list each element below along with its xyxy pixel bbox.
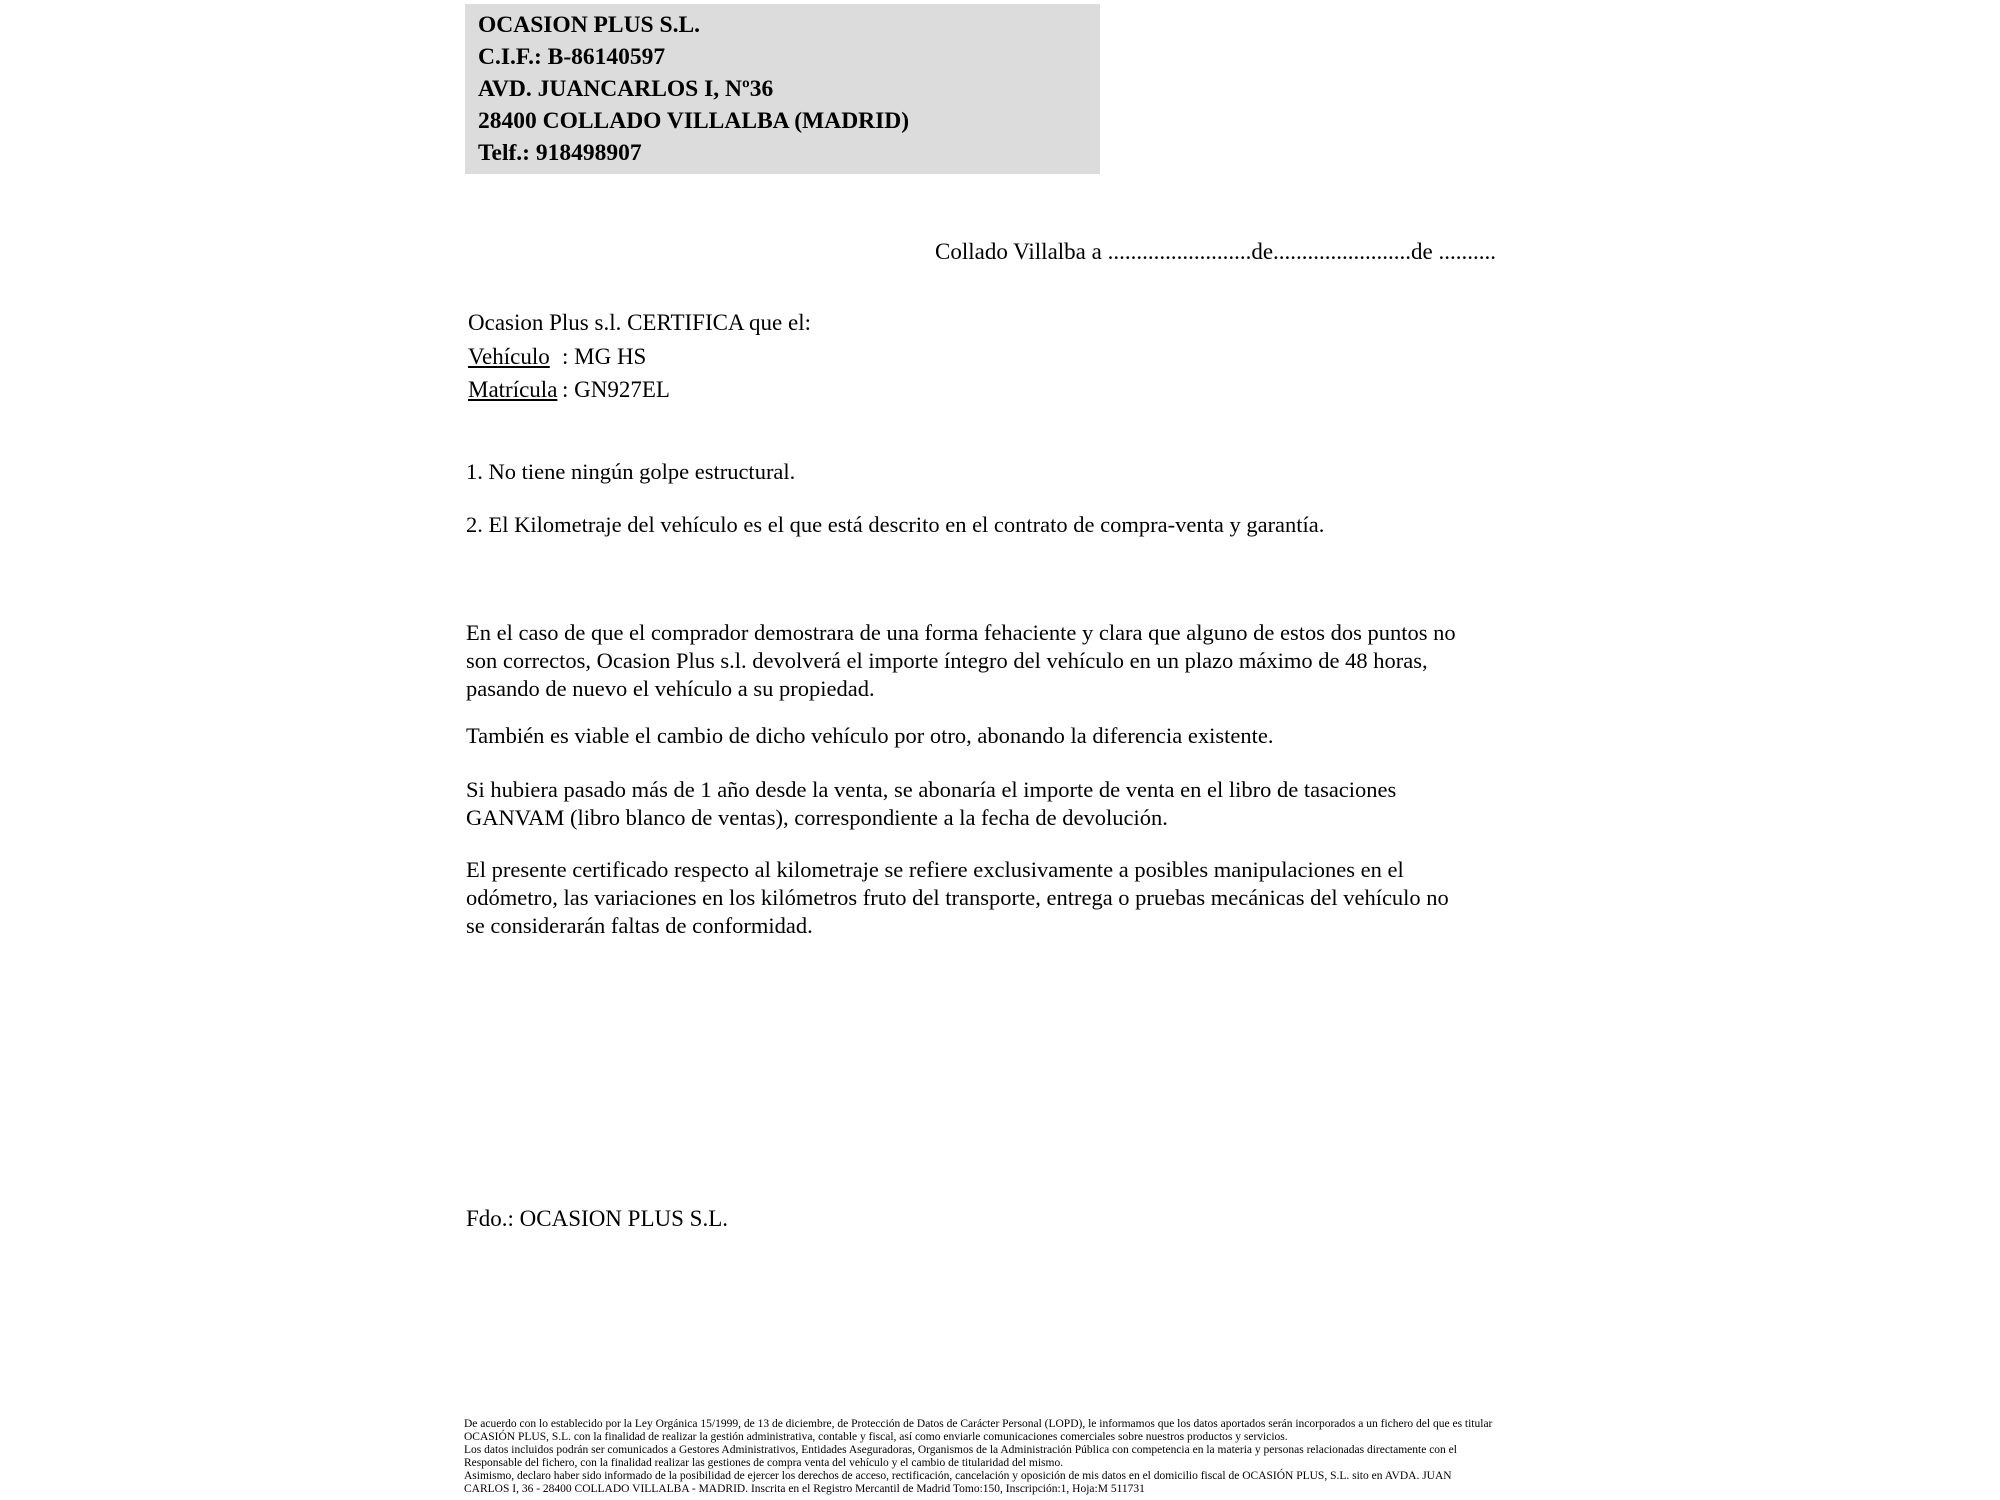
paragraph-refund [466, 619, 1456, 703]
plate-value: : GN927EL [562, 377, 670, 402]
paragraph-line: son correctos, Ocasion Plus s.l. devolverá el importe íntegro del vehículo en un plazo máximo de 48 horas, [466, 648, 1428, 673]
legal-line: Asimismo, declaro haber sido informado de la posibilidad de ejercer los derechos de acceso, rectificación, cancelación y oposición de mis datos en el domicilio fiscal de OCASIÓN PLUS, S.L. sito en AVDA. JUAN [464, 1470, 1452, 1483]
vehicle-value: : MG HS [562, 343, 647, 369]
paragraph-line: También es viable el cambio de dicho vehículo por otro, abonando la diferencia existente. [466, 723, 1274, 748]
paragraph-exchange [466, 722, 1274, 750]
paragraph-odometer [466, 856, 1449, 940]
plate-label: Matrícula [468, 377, 558, 402]
paragraph-line: En el caso de que el comprador demostrara de una forma fehaciente y clara que alguno de estos dos puntos no [466, 620, 1456, 645]
legal-line: De acuerdo con lo establecido por la Ley Orgánica 15/1999, de 13 de diciembre, de Protección de Datos de Carácter Personal (LOPD), le informamos que los datos aportados serán incorporados a un fichero del que es titular [464, 1418, 1493, 1430]
company-address: AVD. JUANCARLOS I, Nº36 [478, 76, 774, 102]
paragraph-line: pasando de nuevo el vehículo a su propiedad. [466, 676, 875, 701]
certify-intro: Ocasion Plus s.l. CERTIFICA que el: [468, 310, 811, 335]
vehicle-label: Vehículo [468, 343, 550, 369]
signature-line: Fdo.: OCASION PLUS S.L. [466, 1206, 728, 1231]
legal-line: CARLOS I, 36 - 28400 COLLADO VILLALBA - MADRID. Inscrita en el Registro Mercantil de Madrid Tomo:150, Inscripción:1, Hoja:M 511731 [464, 1483, 1145, 1496]
company-city: 28400 COLLADO VILLALBA (MADRID) [478, 108, 910, 134]
paragraph-line: GANVAM (libro blanco de ventas), correspondiente a la fecha de devolución. [466, 805, 1168, 830]
point-mileage: 2. El Kilometraje del vehículo es el que está descrito en el contrato de compra-venta y garantía. [466, 512, 1325, 537]
paragraph-ganvam [466, 776, 1396, 832]
legal-notice [464, 1418, 1492, 1497]
point-structural: 1. No tiene ningún golpe estructural. [466, 459, 796, 484]
company-cif: C.I.F.: B-86140597 [478, 44, 666, 70]
plate-row [468, 373, 811, 407]
certify-block [468, 306, 811, 407]
paragraph-line: Si hubiera pasado más de 1 año desde la venta, se abonaría el importe de venta en el libro de tasaciones [466, 777, 1397, 802]
legal-line: Los datos incluidos podrán ser comunicados a Gestores Administrativos, Entidades Aseguradoras, Organismos de la Administración Pública con competencia en la materia y personas relacionadas directamente con el [464, 1444, 1457, 1457]
date-line: Collado Villalba a .........................de........................de .......... [935, 239, 1496, 264]
legal-line: Responsable del fichero, con la finalidad realizar las gestiones de compra venta del vehículo y el cambio de titularidad del mismo. [464, 1457, 1064, 1470]
company-name: OCASION PLUS S.L. [478, 12, 700, 38]
vehicle-row [468, 340, 811, 374]
legal-line: OCASIÓN PLUS, S.L. con la finalidad de realizar la gestión administrativa, contable y fiscal, así como enviarle comunicaciones comerciales sobre nuestros productos y servicios. [464, 1431, 1288, 1444]
paragraph-line: El presente certificado respecto al kilometraje se refiere exclusivamente a posibles manipulaciones en el [466, 857, 1404, 882]
company-header-box [465, 4, 1100, 174]
company-phone: Telf.: 918498907 [478, 140, 642, 166]
paragraph-line: se considerarán faltas de conformidad. [466, 913, 813, 938]
paragraph-line: odómetro, las variaciones en los kilómetros fruto del transporte, entrega o pruebas mecánicas del vehículo no [466, 885, 1449, 910]
